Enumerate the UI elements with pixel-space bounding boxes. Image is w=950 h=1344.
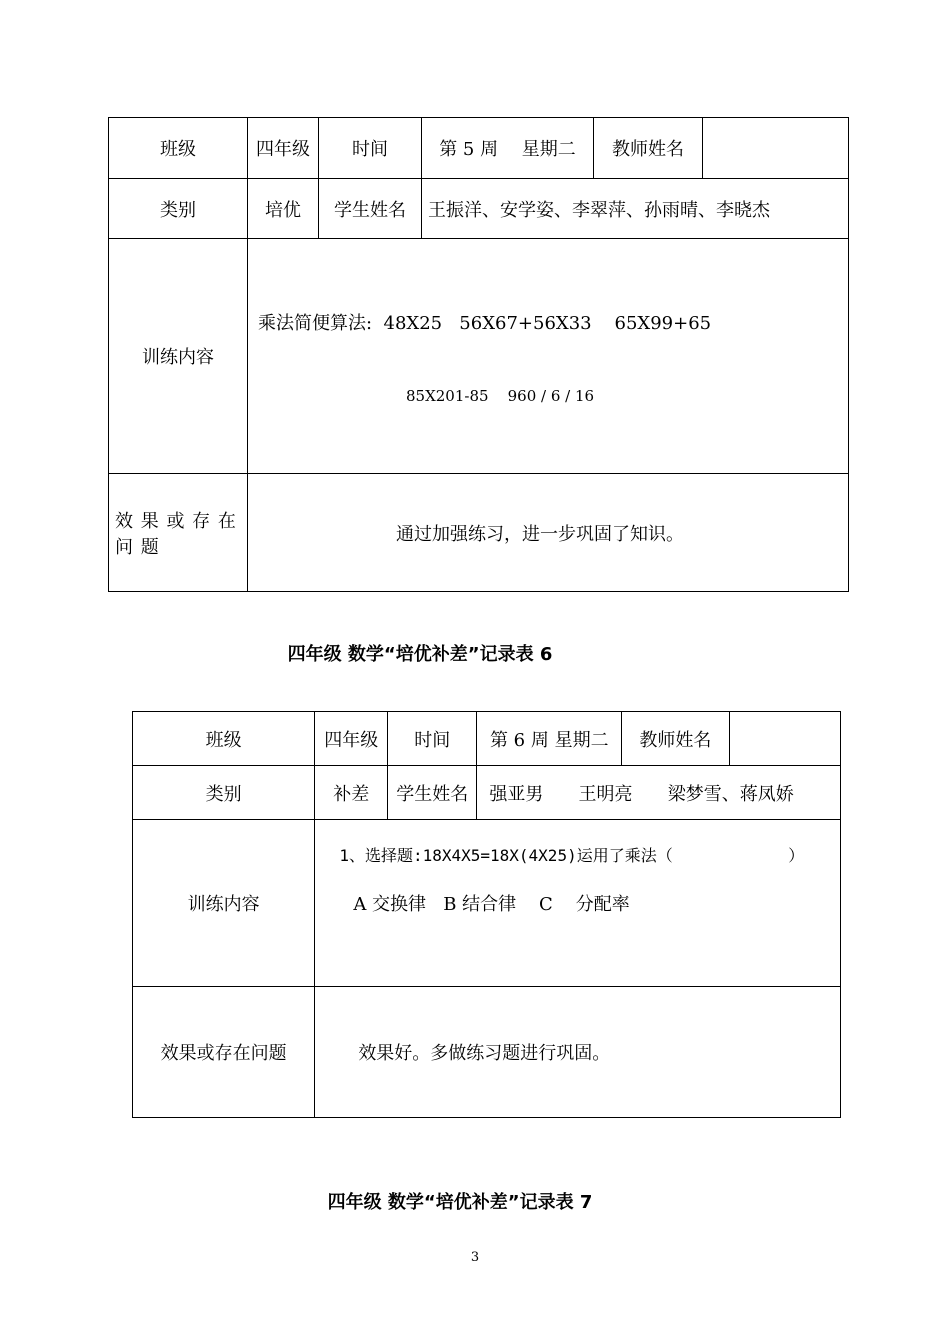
content-cell: [248, 239, 849, 474]
teacher-label: 教师姓名: [594, 118, 703, 179]
effect-value: 效果好。多做练习题进行巩固。: [315, 987, 841, 1118]
record-table-week6: [132, 711, 841, 1118]
effect-label: 效果或存在问题: [133, 987, 315, 1118]
content-line-1: 1、选择题:18X4X5=18X(4X25)运用了乘法（ ）: [339, 846, 805, 865]
content-line-2: 85X201-85 960 / 6 / 16: [406, 387, 595, 405]
table-heading-7: 四年级 数学“培优补差”记录表 7: [327, 1192, 593, 1213]
time-label: 时间: [388, 712, 477, 766]
category-value: 补差: [315, 766, 388, 820]
time-value: 第 5 周 星期二: [422, 118, 594, 179]
content-cell: [315, 820, 841, 987]
class-label: 班级: [133, 712, 315, 766]
content-label: 训练内容: [133, 820, 315, 987]
teacher-label: 教师姓名: [622, 712, 729, 766]
effect-label: 效 果 或 存 在 问 题: [109, 474, 248, 592]
effect-value: 通过加强练习，进一步巩固了知识。: [248, 474, 849, 592]
category-value: 培优: [248, 179, 319, 239]
category-label: 类别: [133, 766, 315, 820]
class-label: 班级: [109, 118, 248, 179]
time-label: 时间: [319, 118, 422, 179]
content-line-2: A 交换律 B 结合律 C 分配率: [353, 894, 630, 915]
students-label: 学生姓名: [388, 766, 477, 820]
students-label: 学生姓名: [319, 179, 422, 239]
teacher-value: [729, 712, 840, 766]
students-value: 强亚男 王明亮 梁梦雪、蒋凤娇: [477, 766, 841, 820]
students-value: 王振洋、安学姿、李翠萍、孙雨晴、李晓杰: [422, 179, 849, 239]
content-label: 训练内容: [109, 239, 248, 474]
time-value: 第 6 周 星期二: [477, 712, 622, 766]
teacher-value: [703, 118, 849, 179]
content-line-1: 乘法简便算法: 48X25 56X67+56X33 65X99+65: [258, 313, 712, 334]
table-heading-6: 四年级 数学“培优补差”记录表 6: [287, 644, 553, 665]
class-value: 四年级: [248, 118, 319, 179]
class-value: 四年级: [315, 712, 388, 766]
record-table-week5: [108, 117, 849, 592]
category-label: 类别: [109, 179, 248, 239]
page-number: 3: [470, 1250, 480, 1265]
